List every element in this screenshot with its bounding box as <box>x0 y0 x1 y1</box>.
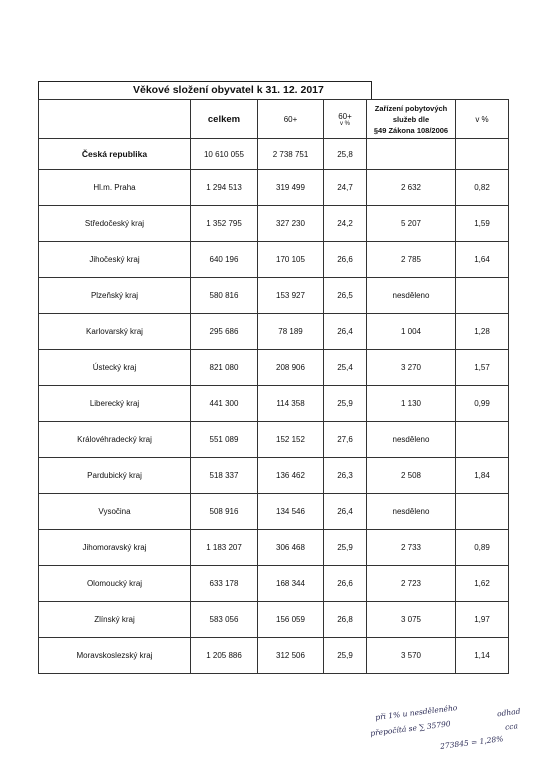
cell-pct: 0,99 <box>456 386 509 422</box>
cell-pct: 1,59 <box>456 206 509 242</box>
cell-pct: 1,64 <box>456 242 509 278</box>
handwritten-note-line2: přepočítá se ∑ 35790 <box>369 719 452 738</box>
header-pct: v % <box>456 100 509 139</box>
header-facility-line3: §49 Zákona 108/2006 <box>373 125 449 135</box>
table-row <box>39 386 509 422</box>
cell-sixty-pct: 26,6 <box>324 242 367 278</box>
cell-celkem: 633 178 <box>191 566 258 602</box>
table-title: Věkové složení obyvatel k 31. 12. 2017 <box>38 81 372 99</box>
header-facility <box>367 100 456 139</box>
cell-region: Jihomoravský kraj <box>39 530 191 566</box>
cell-facility: 1 004 <box>367 314 456 350</box>
cell-facility <box>367 139 456 170</box>
cell-facility: 2 508 <box>367 458 456 494</box>
handwritten-note-line3: 273845 = 1,28% <box>439 734 504 751</box>
cell-facility: 3 270 <box>367 350 456 386</box>
handwritten-note-line1: při 1% u nesděleného <box>374 703 458 722</box>
cell-region: Plzeňský kraj <box>39 278 191 314</box>
cell-pct: 0,89 <box>456 530 509 566</box>
table-row <box>39 278 509 314</box>
cell-sixty-pct: 25,9 <box>324 386 367 422</box>
cell-celkem: 1 352 795 <box>191 206 258 242</box>
table-row <box>39 314 509 350</box>
table-row <box>39 422 509 458</box>
table-row <box>39 602 509 638</box>
cell-region: Vysočina <box>39 494 191 530</box>
header-facility-line2: služeb dle <box>392 114 430 124</box>
cell-sixty-pct: 25,9 <box>324 638 367 674</box>
cell-facility: 1 130 <box>367 386 456 422</box>
cell-sixty-pct: 26,4 <box>324 494 367 530</box>
cell-pct: 1,84 <box>456 458 509 494</box>
table-row <box>39 638 509 674</box>
cell-sixty: 2 738 751 <box>258 139 324 170</box>
handwritten-note-side1: odhad <box>496 706 521 719</box>
cell-sixty: 170 105 <box>258 242 324 278</box>
table-row <box>39 350 509 386</box>
cell-facility: 2 733 <box>367 530 456 566</box>
cell-pct: 1,62 <box>456 566 509 602</box>
cell-facility: 2 632 <box>367 170 456 206</box>
cell-sixty: 114 358 <box>258 386 324 422</box>
cell-facility: nesděleno <box>367 494 456 530</box>
cell-sixty-pct: 27,6 <box>324 422 367 458</box>
header-facility-line1: Zařízení pobytových <box>374 103 448 113</box>
cell-region: Ústecký kraj <box>39 350 191 386</box>
cell-sixty-pct: 26,4 <box>324 314 367 350</box>
cell-region: Hl.m. Praha <box>39 170 191 206</box>
cell-celkem: 295 686 <box>191 314 258 350</box>
cell-sixty-pct: 25,4 <box>324 350 367 386</box>
cell-sixty: 156 059 <box>258 602 324 638</box>
cell-sixty-pct: 25,9 <box>324 530 367 566</box>
table-row <box>39 139 509 170</box>
cell-celkem: 821 080 <box>191 350 258 386</box>
cell-region: Pardubický kraj <box>39 458 191 494</box>
table-row <box>39 458 509 494</box>
cell-sixty: 168 344 <box>258 566 324 602</box>
cell-sixty-pct: 26,8 <box>324 602 367 638</box>
cell-celkem: 1 205 886 <box>191 638 258 674</box>
cell-celkem: 1 183 207 <box>191 530 258 566</box>
cell-celkem: 640 196 <box>191 242 258 278</box>
cell-sixty: 312 506 <box>258 638 324 674</box>
table-row <box>39 530 509 566</box>
cell-sixty: 327 230 <box>258 206 324 242</box>
cell-sixty-pct: 24,7 <box>324 170 367 206</box>
cell-pct: 1,57 <box>456 350 509 386</box>
cell-region: Jihočeský kraj <box>39 242 191 278</box>
cell-sixty: 319 499 <box>258 170 324 206</box>
cell-region: Moravskoslezský kraj <box>39 638 191 674</box>
cell-celkem: 551 089 <box>191 422 258 458</box>
cell-facility: nesděleno <box>367 278 456 314</box>
population-table <box>38 99 509 674</box>
cell-pct: 1,28 <box>456 314 509 350</box>
table-row <box>39 242 509 278</box>
cell-celkem: 583 056 <box>191 602 258 638</box>
cell-region: Středočeský kraj <box>39 206 191 242</box>
table-row <box>39 566 509 602</box>
header-celkem: celkem <box>191 100 258 139</box>
handwritten-note-side2: cca <box>504 721 519 732</box>
header-sixty: 60+ <box>258 100 324 139</box>
cell-sixty: 136 462 <box>258 458 324 494</box>
cell-facility: 3 075 <box>367 602 456 638</box>
cell-sixty: 78 189 <box>258 314 324 350</box>
table-row <box>39 206 509 242</box>
header-sixty-pct-top: 60+ <box>338 111 352 121</box>
header-sixty-pct <box>324 100 367 139</box>
cell-region: Zlínský kraj <box>39 602 191 638</box>
cell-facility: nesděleno <box>367 422 456 458</box>
cell-facility: 2 785 <box>367 242 456 278</box>
cell-region: Karlovarský kraj <box>39 314 191 350</box>
header-row <box>39 100 509 139</box>
cell-sixty: 134 546 <box>258 494 324 530</box>
cell-celkem: 441 300 <box>191 386 258 422</box>
table-row <box>39 170 509 206</box>
cell-celkem: 580 816 <box>191 278 258 314</box>
cell-pct: 0,82 <box>456 170 509 206</box>
cell-sixty: 208 906 <box>258 350 324 386</box>
cell-pct <box>456 494 509 530</box>
cell-pct <box>456 139 509 170</box>
cell-sixty-pct: 24,2 <box>324 206 367 242</box>
cell-region: Královéhradecký kraj <box>39 422 191 458</box>
cell-pct: 1,97 <box>456 602 509 638</box>
cell-sixty-pct: 25,8 <box>324 139 367 170</box>
cell-sixty-pct: 26,6 <box>324 566 367 602</box>
table-row <box>39 494 509 530</box>
cell-celkem: 10 610 055 <box>191 139 258 170</box>
cell-facility: 3 570 <box>367 638 456 674</box>
cell-region: Česká republika <box>39 139 191 170</box>
cell-celkem: 518 337 <box>191 458 258 494</box>
cell-region: Liberecký kraj <box>39 386 191 422</box>
cell-facility: 5 207 <box>367 206 456 242</box>
cell-sixty: 153 927 <box>258 278 324 314</box>
cell-celkem: 508 916 <box>191 494 258 530</box>
cell-sixty-pct: 26,5 <box>324 278 367 314</box>
cell-pct: 1,14 <box>456 638 509 674</box>
cell-facility: 2 723 <box>367 566 456 602</box>
cell-pct <box>456 278 509 314</box>
cell-sixty-pct: 26,3 <box>324 458 367 494</box>
cell-celkem: 1 294 513 <box>191 170 258 206</box>
header-sixty-pct-unit: v % <box>339 120 350 127</box>
cell-pct <box>456 422 509 458</box>
cell-sixty: 152 152 <box>258 422 324 458</box>
header-region <box>39 100 191 139</box>
cell-sixty: 306 468 <box>258 530 324 566</box>
cell-region: Olomoucký kraj <box>39 566 191 602</box>
